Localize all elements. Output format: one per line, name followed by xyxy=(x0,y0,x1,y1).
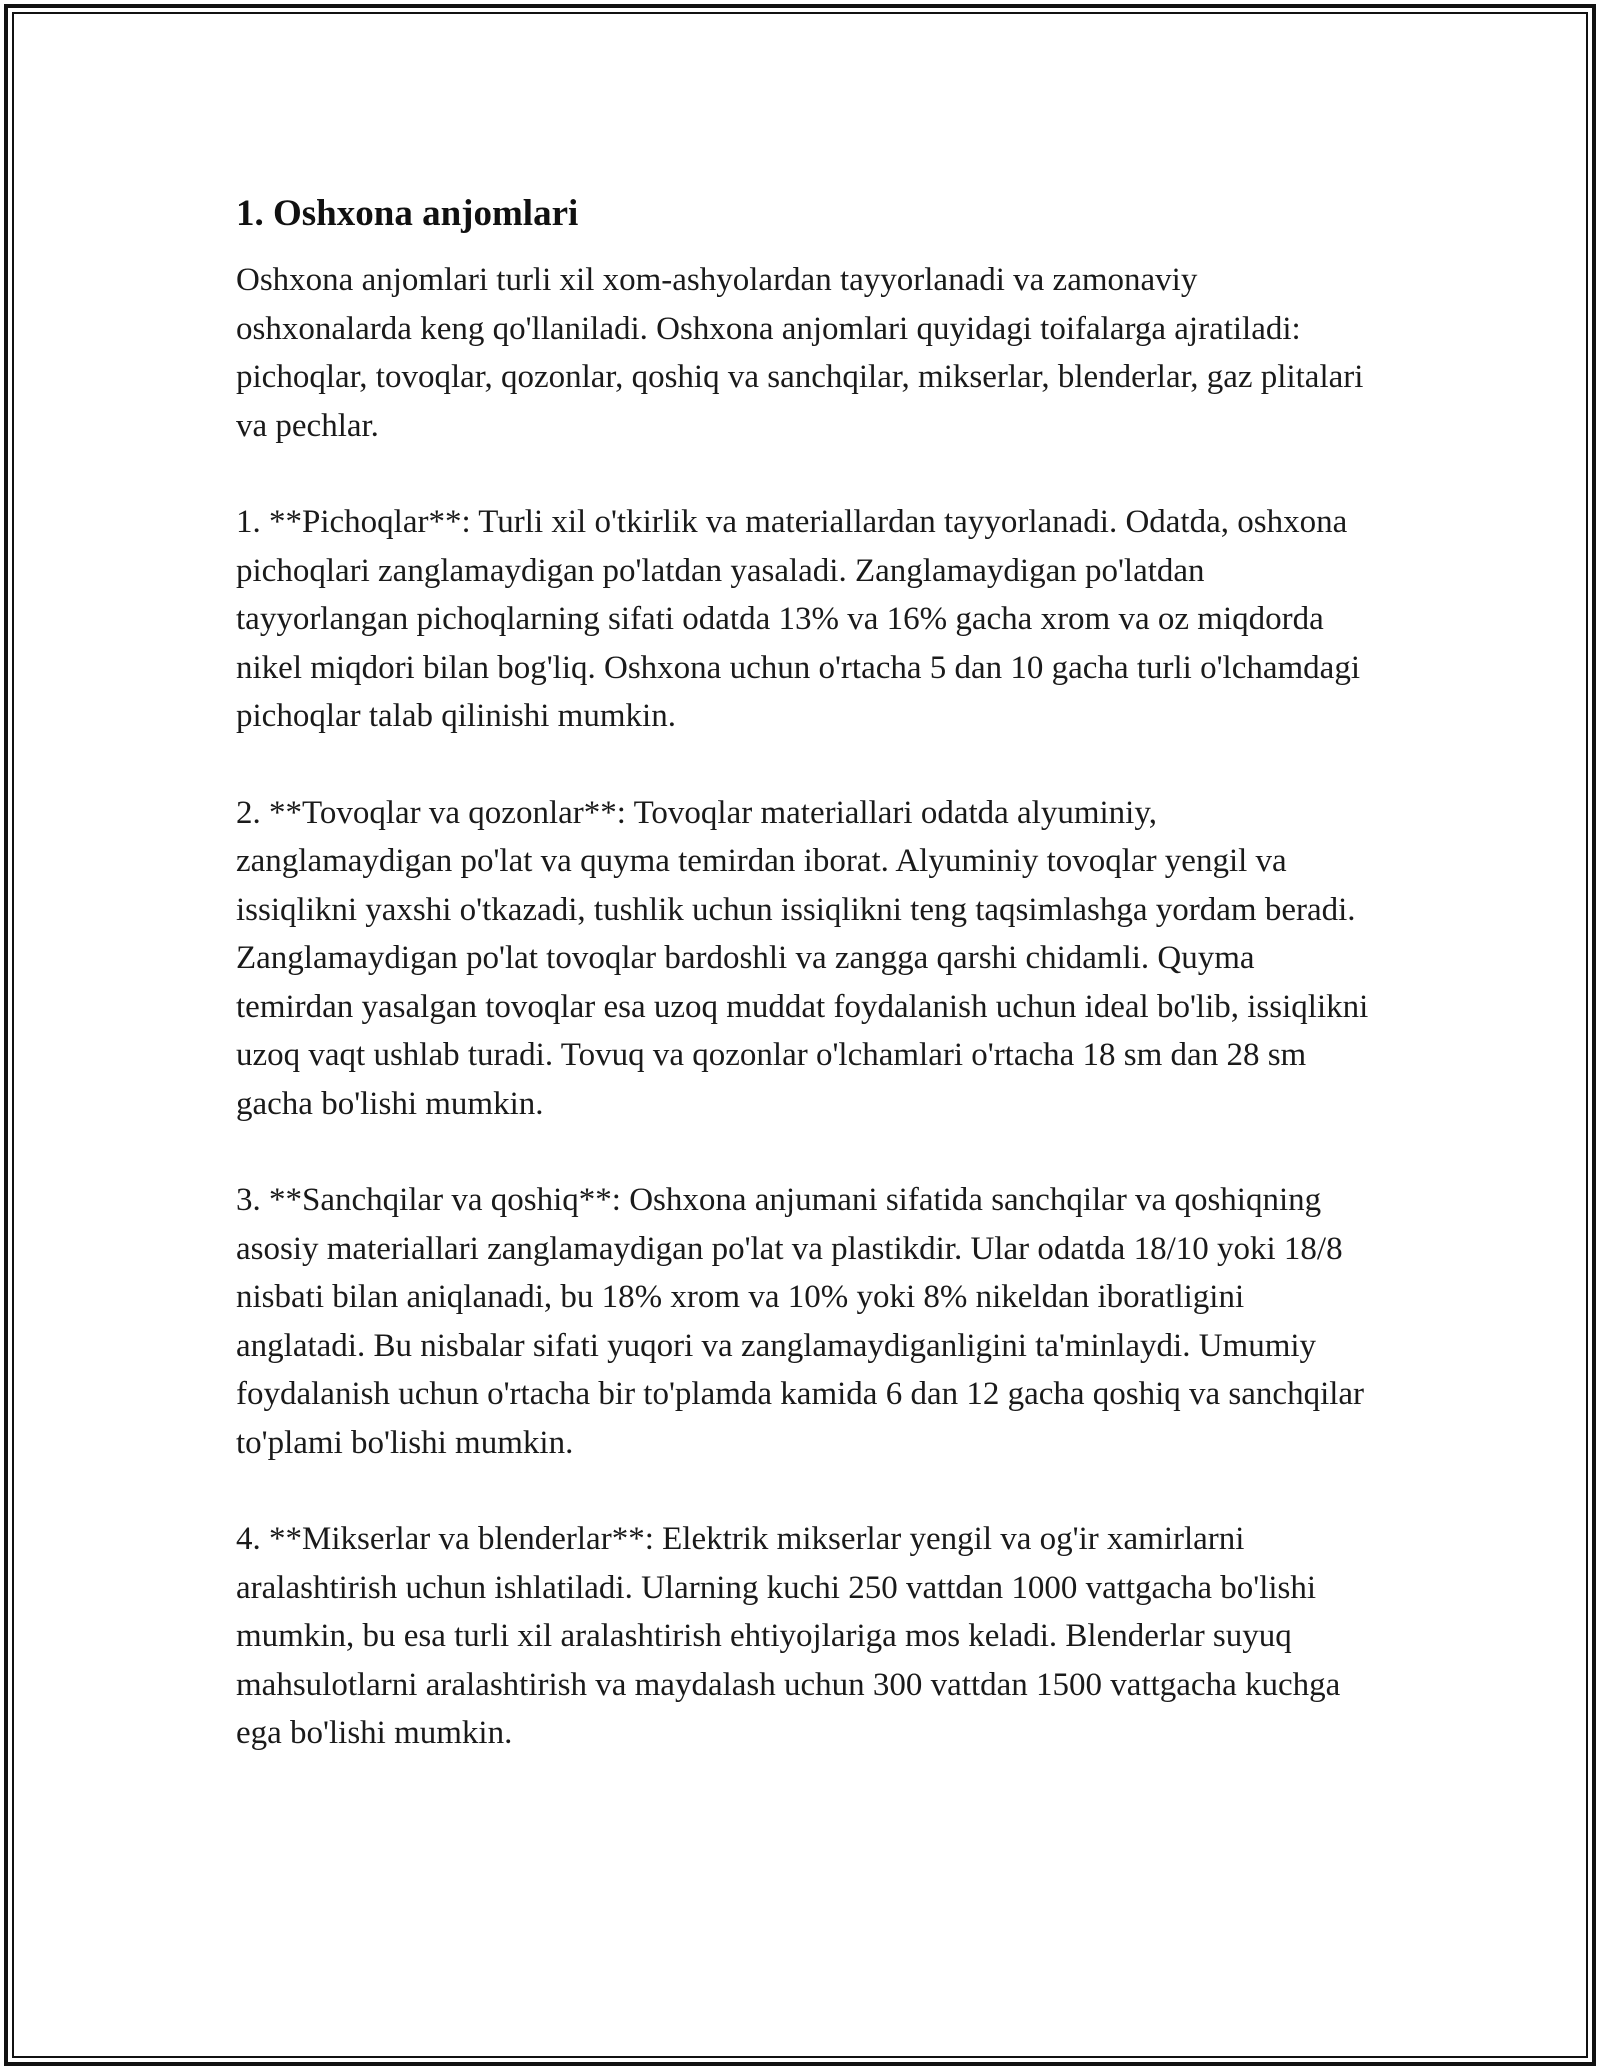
section-heading: 1. Oshxona anjomlari xyxy=(236,193,579,234)
paragraph-mikserlar-blenderlar: 4. **Mikserlar va blenderlar**: Elektrik mikserlar yengil va og'ir xamirlarni aralashtirish uchun ishlatiladi. Ularning kuchi 250 vattdan 1000 vattgacha bo'lishi mumkin, bu esa turli xil aralashtirish ehtiyojlariga mos keladi. Blenderlar suyuq mahsulotlarni aralashtirish va maydalash uchun 300 vattdan 1500 vattgacha kuchga ega bo'lishi mumkin. xyxy=(236,1521,1341,1751)
paragraph-tovoqlar-qozonlar: 2. **Tovoqlar va qozonlar**: Tovoqlar materiallari odatda alyuminiy, zanglamaydigan po'lat va quyma temirdan iborat. Alyuminiy tovoqlar yengil va issiqlikni yaxshi o'tkazadi, tushlik uchun issiqlikni teng taqsimlashga yordam beradi. Zanglamaydigan po'lat tovoqlar bardoshli va zangga qarshi chidamli. Quyma temirdan yasalgan tovoqlar esa uzoq muddat foydalanish uchun ideal bo'lib, issiqlikni uzoq vaqt ushlab turadi. Tovuq va qozonlar o'lchamlari o'rtacha 18 sm dan 28 sm gacha bo'lishi mumkin. xyxy=(236,794,1369,1122)
paragraph-sanchqilar-qoshiq: 3. **Sanchqilar va qoshiq**: Oshxona anjumani sifatida sanchqilar va qoshiqning asosiy materiallari zanglamaydigan po'lat va plastikdir. Ular odatda 18/10 yoki 18/8 nisbati bilan aniqlanadi, bu 18% xrom va 10% yoki 8% nikeldan iboratligini anglatadi. Bu nisbalar sifati yuqori va zanglamaydiganligini ta'minlaydi. Umumiy foydalanish uchun o'rtacha bir to'plamda kamida 6 dan 12 gacha qoshiq va sanchqilar to'plami bo'lishi mumkin. xyxy=(236,1182,1365,1461)
paragraph-pichoqlar: 1. **Pichoqlar**: Turli xil o'tkirlik va materiallardan tayyorlanadi. Odatda, oshxona pichoqlari zanglamaydigan po'latdan yasaladi. Zanglamaydigan po'latdan tayyorlangan pichoqlarning sifati odatda 13% va 16% gacha xrom va oz miqdorda nikel miqdori bilan bog'liq. Oshxona uchun o'rtacha 5 dan 10 gacha turli o'lchamdagi pichoqlar talab qilinishi mumkin. xyxy=(236,504,1360,734)
intro-paragraph: Oshxona anjomlari turli xil xom-ashyolardan tayyorlanadi va zamonaviy oshxonalarda keng qo'llaniladi. Oshxona anjomlari quyidagi toifalarga ajratiladi: pichoqlar, tovoqlar, qozonlar, qoshiq va sanchqilar, mikserlar, blenderlar, gaz plitalari va pechlar. xyxy=(236,262,1364,444)
document-body xyxy=(236,186,1376,1806)
